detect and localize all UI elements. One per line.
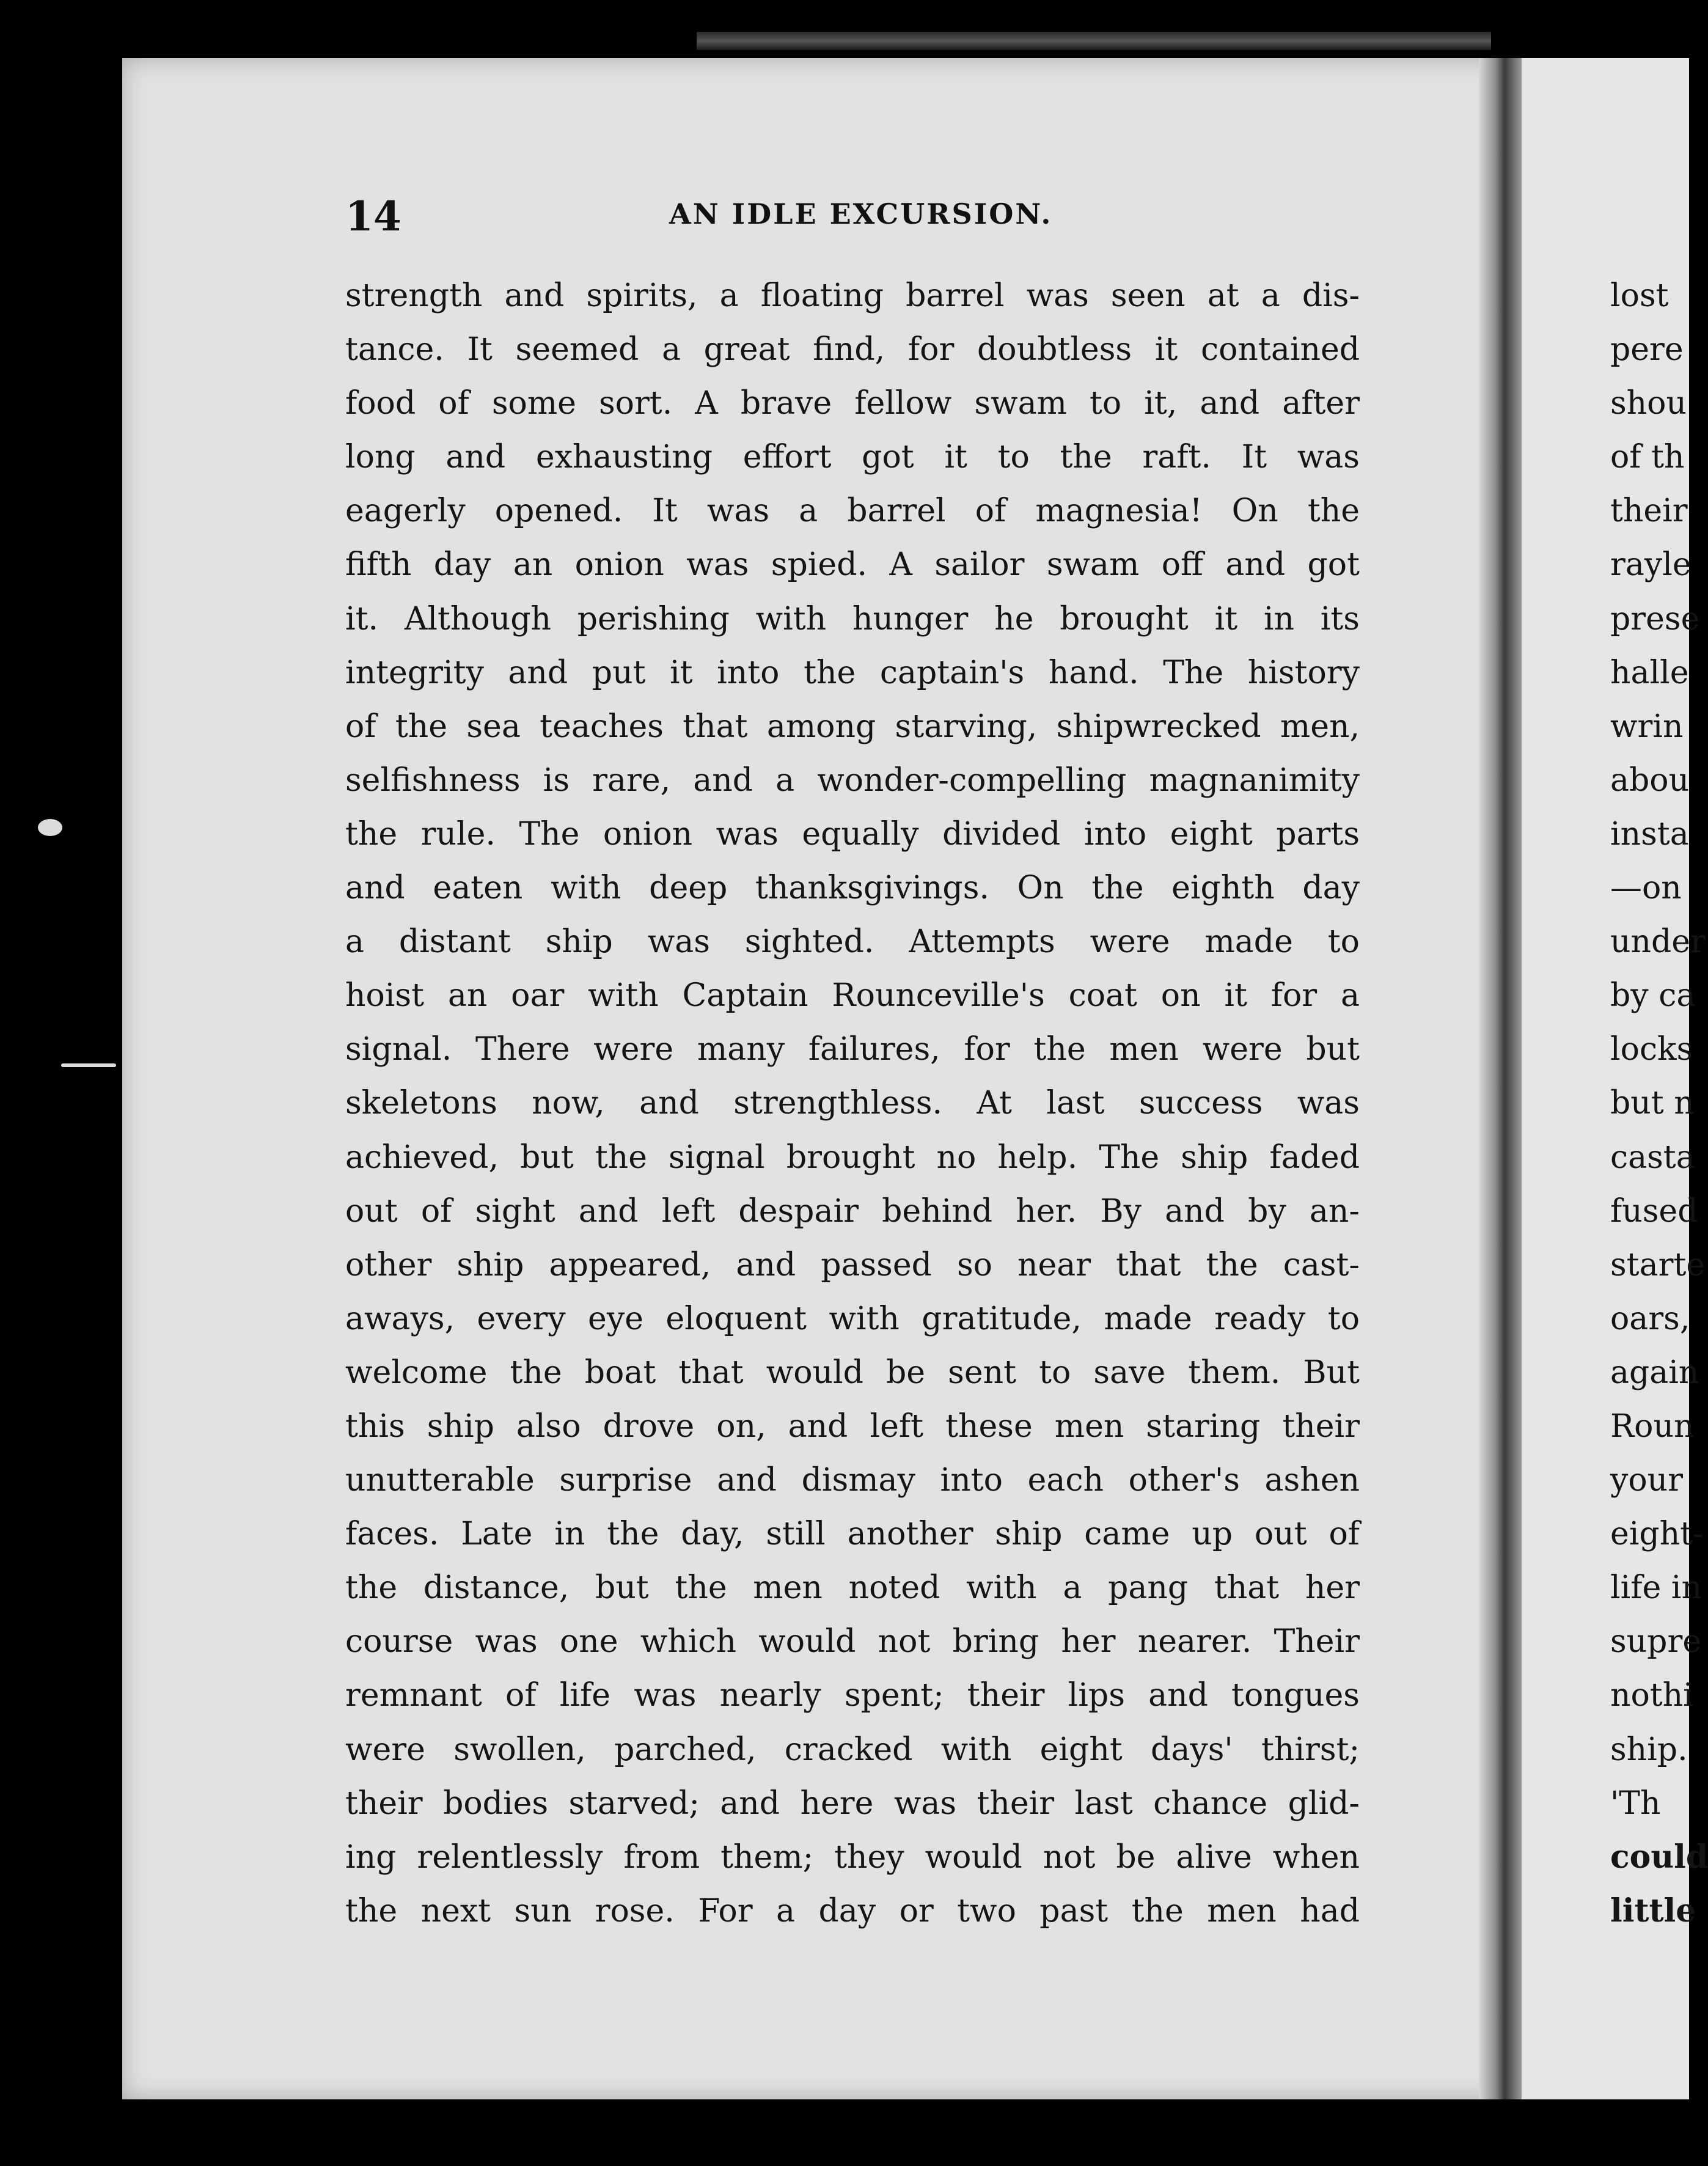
right-text-fragment: casta <box>1610 1139 1695 1176</box>
right-text-fragment: insta <box>1610 815 1689 853</box>
text-line: and eaten with deep thanksgivings. On the eighth day <box>345 870 1360 907</box>
text-line: aways, every eye eloquent with gratitude, made ready to <box>345 1300 1360 1337</box>
right-text-fragment: oars, <box>1610 1300 1690 1337</box>
right-text-fragment: Roun <box>1610 1408 1695 1445</box>
text-line: long and exhausting effort got it to the raft. It was <box>345 439 1360 476</box>
right-text-fragment: ship. <box>1610 1731 1688 1768</box>
text-line: their bodies starved; and here was their last chance glid- <box>345 1785 1360 1822</box>
right-text-fragment: —on <box>1610 870 1682 907</box>
text-line: fifth day an onion was spied. A sailor swam off and got <box>345 546 1360 584</box>
right-text-fragment: could <box>1610 1838 1708 1876</box>
right-text-fragment: wrin <box>1610 708 1684 745</box>
text-line: ing relentlessly from them; they would not be alive when <box>345 1838 1360 1876</box>
right-text-fragment: rayle <box>1610 546 1692 584</box>
right-text-fragment: but n <box>1610 1085 1695 1122</box>
text-line: of the sea teaches that among starving, shipwrecked men, <box>345 708 1360 745</box>
page-title: AN IDLE EXCURSION. <box>669 197 1053 230</box>
text-line: tance. It seemed a great find, for doubtless it contained <box>345 331 1360 369</box>
right-text-fragment: by ca <box>1610 977 1696 1015</box>
scan-speck <box>61 1063 116 1067</box>
text-line: this ship also drove on, and left these men staring their <box>345 1408 1360 1445</box>
right-text-fragment: locks <box>1610 1031 1693 1068</box>
right-text-fragment: under <box>1610 923 1706 961</box>
text-line: the distance, but the men noted with a pang that her <box>345 1569 1360 1607</box>
right-text-fragment: eight- <box>1610 1516 1704 1553</box>
right-text-fragment: halle <box>1610 654 1689 691</box>
text-line: other ship appeared, and passed so near that the cast- <box>345 1246 1360 1283</box>
text-line: a distant ship was sighted. Attempts were made to <box>345 923 1360 961</box>
text-line: welcome the boat that would be sent to save them. But <box>345 1354 1360 1391</box>
text-line: unutterable surprise and dismay into each other's ashen <box>345 1462 1360 1499</box>
running-head <box>345 193 1360 240</box>
right-text-fragment: again <box>1610 1354 1699 1391</box>
right-text-fragment: little <box>1610 1892 1696 1929</box>
text-line: faces. Late in the day, still another ship came up out of <box>345 1516 1360 1553</box>
text-line: selfishness is rare, and a wonder-compelling magnanimity <box>345 762 1360 799</box>
text-line: eagerly opened. It was a barrel of magnesia! On the <box>345 493 1360 530</box>
right-text-fragment: nothi <box>1610 1677 1693 1714</box>
right-text-fragment: fused <box>1610 1192 1698 1230</box>
text-line: signal. There were many failures, for the men were but <box>345 1031 1360 1068</box>
right-text-fragment: pere <box>1610 331 1684 369</box>
book-gutter <box>1479 58 1522 2099</box>
right-text-fragment: lost <box>1610 277 1669 314</box>
text-line: hoist an oar with Captain Rounceville's coat on it for a <box>345 977 1360 1015</box>
text-line: course was one which would not bring her nearer. Their <box>345 1623 1360 1661</box>
text-line: were swollen, parched, cracked with eight days' thirst; <box>345 1731 1360 1768</box>
text-line: strength and spirits, a floating barrel was seen at a dis- <box>345 277 1360 314</box>
right-text-fragment: 'Th <box>1610 1785 1661 1822</box>
right-text-fragment: supre <box>1610 1623 1702 1661</box>
binding-edge <box>697 32 1491 50</box>
text-line: out of sight and left despair behind her. By and by an- <box>345 1192 1360 1230</box>
right-text-fragment: your <box>1610 1462 1684 1499</box>
page-number: 14 <box>345 193 401 240</box>
right-text-fragment: life in <box>1610 1569 1702 1607</box>
text-line: the next sun rose. For a day or two past the men had <box>345 1892 1360 1929</box>
text-line: food of some sort. A brave fellow swam to it, and after <box>345 385 1360 422</box>
text-line: integrity and put it into the captain's hand. The history <box>345 654 1360 691</box>
text-line: the rule. The onion was equally divided into eight parts <box>345 815 1360 853</box>
right-text-fragment: their <box>1610 493 1688 530</box>
right-text-fragment: shou <box>1610 385 1687 422</box>
text-line: remnant of life was nearly spent; their lips and tongues <box>345 1677 1360 1714</box>
text-line: it. Although perishing with hunger he brought it in its <box>345 600 1360 637</box>
body-text <box>345 269 1360 1938</box>
text-line: skeletons now, and strengthless. At last success was <box>345 1085 1360 1122</box>
right-text-fragment: starte <box>1610 1246 1706 1283</box>
scan-speck <box>38 819 62 836</box>
right-page-text <box>1610 269 1708 1938</box>
right-text-fragment: of th <box>1610 439 1685 476</box>
text-line: achieved, but the signal brought no help. The ship faded <box>345 1139 1360 1176</box>
right-text-fragment: abou <box>1610 762 1690 799</box>
right-text-fragment: prese <box>1610 600 1700 637</box>
